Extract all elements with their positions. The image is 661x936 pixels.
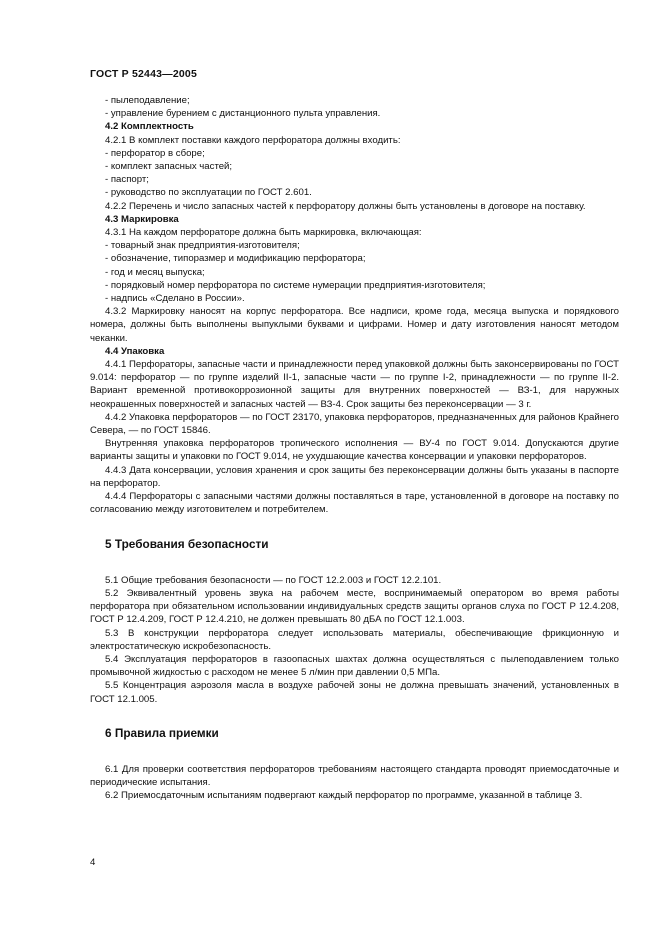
paragraph: 6.2 Приемосдаточным испытаниям подвергают каждый перфоратор по программе, указанной в таблице 3. [105,790,583,802]
paragraph: 5.2 Эквивалентный уровень звука на рабочем месте, воспринимаемый оператором во время работы перфоратора при обязательном использовании индивидуальных средств защиты органов слуха по ГОСТ Р 12.4.208, ГОСТ Р 12.4.209, ГОСТ Р 12.4.210, не должен превышать 80 дБА по ГОСТ 12.1.003. [90,587,619,626]
paragraph: 4.4.2 Упаковка перфораторов — по ГОСТ 23170, упаковка перфораторов, предназначенных для районов Крайнего Севера, — по ГОСТ 15846. [90,411,620,437]
paragraph: 4.2.1 В комплект поставки каждого перфоратора должны входить: [105,134,401,146]
subsection-heading: 4.2 Комплектность [105,121,194,133]
paragraph: 5.5 Концентрация аэрозоля масла в воздухе рабочей зоны не должна превышать значений, установленных в ГОСТ 12.1.005. [90,680,619,705]
subsection-heading: 4.4 Упаковка [105,345,165,357]
document-body [90,94,619,803]
paragraph: 4.4.1 Перфораторы, запасные части и принадлежности перед упаковкой должны быть законсервированы по ГОСТ 9.014: перфоратор — по группе изделий II-1, запасные части — по группе I-2, принадлежности — по группе II-2. Вариант временной противокоррозионной защиты для внутренних поверхностей — ВЗ-1, для наружных неокрашенных поверхностей и запасных частей — ВЗ-4. Срок защиты без переконсервации — 3 г. [90,359,619,410]
paragraph: 4.2.2 Перечень и число запасных частей к перфоратору должны быть установлены в договоре на поставку. [105,200,586,212]
list-item: - товарный знак предприятия-изготовителя; [105,240,300,252]
paragraph: 4.3.1 На каждом перфораторе должна быть маркировка, включающая: [105,227,422,239]
page-number: 4 [90,857,96,868]
list-item: - обозначение, типоразмер и модификацию перфоратора; [105,253,366,265]
paragraph: 4.3.2 Маркировку наносят на корпус перфоратора. Все надписи, кроме года, месяца выпуска и порядкового номера, должны быть выполнены выпуклыми буквами и цифрами. Номер и дату изготовления наносят методом чеканки. [90,306,619,344]
list-item: - пылеподавление; [105,95,190,106]
list-item: - управление бурением с дистанционного пульта управления. [105,108,381,120]
list-item: - год и месяц выпуска; [105,266,205,278]
subsection-heading: 4.3 Маркировка [105,213,179,225]
list-item: - перфоратор в сборе; [105,147,205,159]
list-item: - паспорт; [105,174,149,186]
paragraph: 5.1 Общие требования безопасности — по ГОСТ 12.2.003 и ГОСТ 12.2.101. [105,574,442,586]
list-item: - надпись «Сделано в России». [105,293,245,305]
paragraph: Внутренняя упаковка перфораторов тропического исполнения — ВУ-4 по ГОСТ 9.014. Допускаются другие варианты защиты и упаковки по ГОСТ 9.014, не ухудшающие качества консервации и упаковки перфораторов. [90,438,619,463]
paragraph: 6.1 Для проверки соответствия перфораторов требованиям настоящего стандарта проводят приемосдаточные и периодические испытания. [90,763,619,789]
list-item: - руководство по эксплуатации по ГОСТ 2.601. [105,187,312,199]
section-heading: 6 Правила приемки [105,725,219,740]
section-heading: 5 Требования безопасности [105,536,269,551]
document-header: ГОСТ Р 52443—2005 [90,68,198,80]
paragraph: 4.4.3 Дата консервации, условия хранения и срок защиты без переконсервации должны быть указаны в паспорте на перфоратор. [90,464,619,489]
list-item: - порядковый номер перфоратора по системе нумерации предприятия-изготовителя; [105,279,486,291]
paragraph: 4.4.4 Перфораторы с запасными частями должны поставляться в таре, установленной в договоре на поставку по согласованию между изготовителем и потребителем. [90,491,619,516]
paragraph: 5.3 В конструкции перфоратора следует использовать материалы, обеспечивающие фрикционную и электростатическую искробезопасность. [90,627,619,652]
paragraph: 5.4 Эксплуатация перфораторов в газоопасных шахтах должна осуществляться с пылеподавлением только промывочной жидкостью с расходом не менее 5 л/мин при давлении 0,5 МПа. [90,653,619,679]
list-item: - комплект запасных частей; [105,161,233,173]
